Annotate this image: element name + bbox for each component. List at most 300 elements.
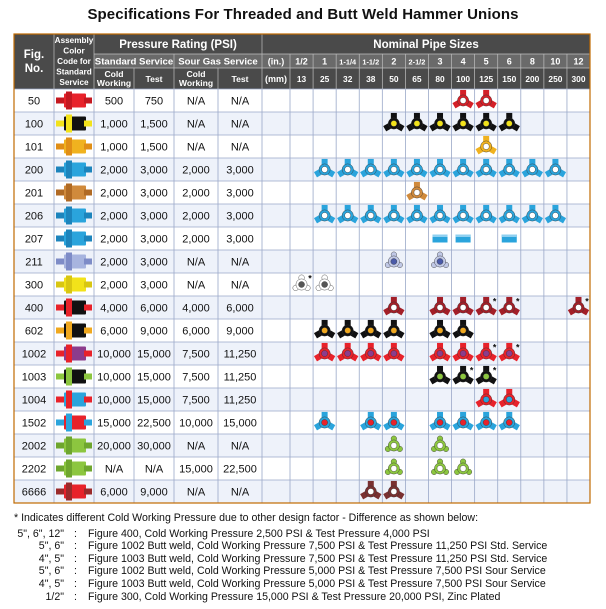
assembly-lug <box>66 115 72 133</box>
pressure-value: N/A <box>230 95 250 108</box>
assembly-pipe-right <box>84 282 92 288</box>
pressure-value: 30,000 <box>137 440 171 453</box>
union-bore <box>483 419 489 425</box>
page-title: Specifications For Threaded and Butt Weld Hammer Unions <box>87 6 519 23</box>
pressure-value: N/A <box>186 279 206 292</box>
size-in-label: 6 <box>506 56 512 67</box>
union-bore <box>483 396 489 402</box>
fig-number: 100 <box>24 118 44 131</box>
union-bore <box>483 304 489 310</box>
pressure-value: 2,000 <box>182 210 210 223</box>
union-bore <box>483 143 489 149</box>
size-in-label: 1 <box>322 56 328 67</box>
fig-number: 1002 <box>21 348 47 361</box>
size-mm-label: 38 <box>366 74 376 84</box>
fig-number: 2202 <box>21 463 47 476</box>
pressure-value: 2,000 <box>100 210 128 223</box>
union-size-icon <box>429 412 450 430</box>
union-bore <box>437 419 443 425</box>
assembly-pipe-right <box>84 213 92 219</box>
union-size-icon <box>499 412 520 430</box>
pressure-value: 2,000 <box>100 256 128 269</box>
fig-number: 602 <box>24 325 44 338</box>
size-mm-label: 150 <box>502 74 517 84</box>
union-bore <box>460 212 466 218</box>
nominal-pipe-sizes-header: Nominal Pipe Sizes <box>373 39 479 51</box>
pressure-value: 1,500 <box>140 141 168 154</box>
union-bore <box>368 212 374 218</box>
size-mm-label: 80 <box>435 74 445 84</box>
fig-number: 201 <box>24 187 44 200</box>
union-bore <box>414 212 420 218</box>
union-bore <box>460 304 466 310</box>
union-bore <box>575 304 581 310</box>
table-row <box>22 366 497 386</box>
pressure-value: 15,000 <box>137 394 171 407</box>
footnote-size: 5", 6" <box>38 540 64 553</box>
union-size-icon <box>360 412 381 430</box>
pressure-value: 2,000 <box>182 187 210 200</box>
size-mm-label: 100 <box>456 74 471 84</box>
pressure-value: 7,500 <box>182 394 210 407</box>
assembly-color-code <box>56 368 92 386</box>
test-header: Test <box>145 74 163 84</box>
union-bore <box>437 327 443 333</box>
assembly-pipe-right <box>84 328 92 334</box>
assembly-color-code <box>56 460 92 478</box>
assembly-lug <box>66 437 72 455</box>
footnotes <box>14 512 604 603</box>
assembly-color-code <box>56 322 92 340</box>
assembly-pipe-right <box>84 420 92 426</box>
union-bore <box>437 465 443 471</box>
footnote-colon: : <box>74 565 77 578</box>
union-bore <box>345 350 351 356</box>
in-subheader <box>262 54 590 68</box>
assembly-lug <box>66 138 72 156</box>
size-in-label: 1-1/4 <box>339 57 357 67</box>
table-row <box>25 274 334 294</box>
assembly-lug <box>66 184 72 202</box>
assembly-lug <box>66 253 72 271</box>
size-mm-label: 200 <box>525 74 540 84</box>
size-in-label: 12 <box>573 56 584 67</box>
union-bore <box>322 166 328 172</box>
union-bore <box>552 212 558 218</box>
union-bar-highlight <box>456 235 471 238</box>
pressure-value: N/A <box>104 463 124 476</box>
assembly-pipe-right <box>84 121 92 127</box>
union-size-icon <box>406 182 427 200</box>
fig-number: 200 <box>24 164 44 177</box>
cold-working-header: Working <box>96 78 132 88</box>
pressure-value: 9,000 <box>226 325 254 338</box>
union-bore <box>529 166 535 172</box>
assembly-pipe-right <box>84 259 92 265</box>
fig-number: 300 <box>24 279 44 292</box>
union-bore <box>460 465 466 471</box>
assembly-lug <box>66 276 72 294</box>
union-bore <box>391 304 397 310</box>
assembly-lug <box>66 483 72 501</box>
union-size-icon <box>360 320 381 338</box>
union-bore <box>483 212 489 218</box>
union-bore <box>483 97 489 103</box>
footnote-size: 1/2" <box>45 590 64 603</box>
pressure-value: 11,250 <box>223 348 257 361</box>
union-bore <box>506 212 512 218</box>
pressure-value: 3,000 <box>140 210 168 223</box>
union-bore <box>460 327 466 333</box>
assembly-pipe-right <box>84 466 92 472</box>
footnote-size: 5", 6", 12" <box>17 527 64 540</box>
union-bore <box>506 396 512 402</box>
pressure-value: 11,250 <box>223 394 257 407</box>
union-bore <box>322 419 328 425</box>
footnote-item <box>14 591 604 604</box>
union-bore <box>460 120 466 126</box>
union-bore <box>391 488 397 494</box>
footnote-item <box>14 540 604 553</box>
size-mm-label: 65 <box>412 74 422 84</box>
pressure-value: 22,500 <box>137 417 171 430</box>
union-bore <box>368 488 374 494</box>
pressure-value: 3,000 <box>226 187 254 200</box>
union-bore <box>437 442 443 448</box>
pressure-value: 1,500 <box>140 118 168 131</box>
pressure-value: 4,000 <box>100 302 128 315</box>
union-bore <box>391 212 397 218</box>
union-bore <box>299 281 305 287</box>
footnote-item <box>14 578 604 591</box>
table-row <box>22 412 520 432</box>
assembly-header: Service <box>59 78 89 87</box>
test-header: Test <box>231 74 249 84</box>
pressure-value: 15,000 <box>97 417 131 430</box>
union-bore <box>437 258 443 264</box>
footnote-text: Figure 300, Cold Working Pressure 15,000 PSI & Test Pressure 20,000 PSI, Zinc Plated <box>88 590 501 603</box>
union-bore <box>414 189 420 195</box>
asterisk-mark: * <box>516 342 520 353</box>
union-bore <box>506 419 512 425</box>
union-size-icon <box>452 412 473 430</box>
union-size-icon <box>429 366 450 384</box>
assembly-pipe-right <box>84 167 92 173</box>
asterisk-mark: * <box>492 365 497 376</box>
union-bore <box>506 120 512 126</box>
table-row <box>25 320 474 340</box>
union-bore <box>552 166 558 172</box>
pressure-value: N/A <box>230 279 250 292</box>
pressure-value: 2,000 <box>100 279 128 292</box>
footnote-item <box>14 565 604 578</box>
pressure-value: 2,000 <box>100 187 128 200</box>
union-size-icon <box>476 412 497 430</box>
pressure-value: 9,000 <box>140 486 168 499</box>
union-size-icon <box>337 320 358 338</box>
asterisk-mark: * <box>492 342 497 353</box>
union-bore <box>506 350 512 356</box>
footnote-header: * Indicates different Cold Working Pressure due to other design factor - Difference as shown below: <box>14 512 479 524</box>
assembly-color-code <box>56 92 92 110</box>
pressure-value: 6,000 <box>100 325 128 338</box>
union-bore <box>460 350 466 356</box>
union-size-icon <box>429 320 450 338</box>
union-size-icon <box>314 320 335 338</box>
assembly-lug <box>66 368 72 386</box>
footnote-text: Figure 1003 Butt weld, Cold Working Pressure 5,000 PSI & Test Pressure 7,500 PSI Sour Service <box>88 577 546 590</box>
assembly-pipe-right <box>84 190 92 196</box>
union-bore <box>483 166 489 172</box>
assembly-color-code <box>56 276 92 294</box>
pressure-value: N/A <box>144 463 164 476</box>
pressure-value: 3,000 <box>226 233 254 246</box>
pressure-value: N/A <box>230 118 250 131</box>
size-in-label: 2-1/2 <box>408 57 426 67</box>
pressure-value: 11,250 <box>223 371 257 384</box>
assembly-color-code <box>56 230 92 248</box>
assembly-lug <box>66 414 72 432</box>
pressure-value: 10,000 <box>179 417 213 430</box>
pressure-value: 3,000 <box>140 279 168 292</box>
union-bore <box>391 350 397 356</box>
pressure-value: 3,000 <box>140 164 168 177</box>
union-bore <box>391 120 397 126</box>
assembly-pipe-right <box>84 305 92 311</box>
pressure-value: N/A <box>186 141 206 154</box>
union-bore <box>368 419 374 425</box>
fig-number: 50 <box>27 95 41 108</box>
union-size-icon <box>385 459 402 475</box>
pressure-value: 10,000 <box>97 348 131 361</box>
assembly-pipe-right <box>84 374 92 380</box>
assembly-pipe-right <box>84 351 92 357</box>
union-bore <box>391 442 397 448</box>
table-row <box>25 182 428 202</box>
footnote-item <box>14 528 604 541</box>
union-bore <box>483 120 489 126</box>
footnote-colon: : <box>74 590 77 603</box>
pressure-value: 9,000 <box>140 325 168 338</box>
pressure-value: 10,000 <box>97 371 131 384</box>
fig-header: No. <box>24 63 44 75</box>
footnote-text: Figure 1002 Butt weld, Cold Working Pressure 7,500 PSI & Test Pressure 11,250 PSI Std. Service <box>88 540 548 553</box>
assembly-lug <box>66 345 72 363</box>
pressure-value: N/A <box>230 486 250 499</box>
size-in-label: 5 <box>483 56 489 67</box>
assembly-header: Assembly <box>54 36 94 45</box>
pressure-value: 15,000 <box>137 348 171 361</box>
assembly-pipe-right <box>84 489 92 495</box>
union-bore <box>391 166 397 172</box>
fig-header: Fig. <box>23 49 45 61</box>
union-bore <box>437 350 443 356</box>
table-row <box>25 230 517 248</box>
pressure-value: N/A <box>230 440 250 453</box>
assembly-lug <box>66 460 72 478</box>
fig-number: 207 <box>24 233 44 246</box>
size-in-label: 4 <box>460 56 466 67</box>
union-bore <box>322 327 328 333</box>
union-bore <box>345 212 351 218</box>
pressure-value: 500 <box>104 95 124 108</box>
union-bore <box>391 465 397 471</box>
union-bore <box>345 166 351 172</box>
union-bore <box>414 166 420 172</box>
footnote-text: Figure 1003 Butt weld, Cold Working Pressure 7,500 PSI & Test Pressure 11,250 PSI Std. Service <box>88 552 548 565</box>
union-size-icon <box>314 412 335 430</box>
fig-number: 1502 <box>21 417 47 430</box>
fig-number: 6666 <box>21 486 47 499</box>
assembly-color-code <box>56 138 92 156</box>
union-bore <box>460 97 466 103</box>
cold-working-header: Cold <box>104 69 124 79</box>
fig-number: 400 <box>24 302 44 315</box>
pressure-value: 15,000 <box>137 371 171 384</box>
size-mm-label: 50 <box>389 74 399 84</box>
union-bore <box>460 373 466 379</box>
footnote-colon: : <box>74 552 77 565</box>
pressure-value: 2,000 <box>182 233 210 246</box>
union-bore <box>437 373 443 379</box>
size-in-label: 10 <box>550 56 561 67</box>
union-bore <box>322 281 328 287</box>
footnote-item <box>14 553 604 566</box>
size-in-label: 3 <box>437 56 443 67</box>
asterisk-mark: * <box>516 296 520 307</box>
mm-label: (mm) <box>265 74 287 84</box>
pressure-value: 2,000 <box>182 164 210 177</box>
pressure-value: 2,000 <box>100 233 128 246</box>
cold-working-header: Working <box>178 78 214 88</box>
union-bore <box>437 212 443 218</box>
assembly-lug <box>66 299 72 317</box>
union-bore <box>529 212 535 218</box>
pressure-value: N/A <box>230 141 250 154</box>
pressure-value: 1,000 <box>100 118 128 131</box>
union-size-icon <box>452 90 473 108</box>
pressure-value: 3,000 <box>226 164 254 177</box>
union-size-icon <box>456 235 471 243</box>
pressure-value: 10,000 <box>97 394 131 407</box>
footnote-colon: : <box>74 527 77 540</box>
union-size-icon <box>383 320 404 338</box>
assembly-pipe-right <box>84 144 92 150</box>
mm-subheader <box>262 68 590 89</box>
assembly-lug <box>66 391 72 409</box>
pressure-value: N/A <box>186 486 206 499</box>
size-mm-label: 13 <box>296 74 307 84</box>
size-in-label: 1/2 <box>295 56 308 67</box>
pressure-value: 15,000 <box>223 417 257 430</box>
footnote-list <box>14 528 604 604</box>
union-bore <box>460 166 466 172</box>
pressure-value: N/A <box>230 256 250 269</box>
cold-working-header: Cold <box>186 69 206 79</box>
size-mm-label: 125 <box>479 74 494 84</box>
union-bore <box>437 120 443 126</box>
fig-number: 1004 <box>21 394 47 407</box>
assembly-pipe-right <box>84 98 92 104</box>
footnote-colon: : <box>74 540 77 553</box>
union-size-icon <box>454 459 471 475</box>
pressure-value: 6,000 <box>100 486 128 499</box>
union-bore <box>368 166 374 172</box>
pressure-value: 7,500 <box>182 371 210 384</box>
union-bore <box>391 419 397 425</box>
pressure-value: 15,000 <box>179 463 213 476</box>
union-bore <box>506 304 512 310</box>
assembly-lug <box>66 207 72 225</box>
assembly-header: Color <box>63 46 85 56</box>
asterisk-mark: * <box>492 296 497 307</box>
pressure-value: 20,000 <box>97 440 131 453</box>
union-bore <box>483 373 489 379</box>
assembly-lug <box>66 322 72 340</box>
size-in-label: 8 <box>529 56 535 67</box>
assembly-color-code <box>56 414 92 432</box>
pressure-value: N/A <box>186 440 206 453</box>
assembly-header: Standard <box>56 67 92 77</box>
union-size-icon <box>476 90 497 108</box>
footnote-colon: : <box>74 577 77 590</box>
union-bore <box>368 327 374 333</box>
assembly-pipe-right <box>84 397 92 403</box>
pressure-value: 7,500 <box>182 348 210 361</box>
size-mm-label: 300 <box>571 74 586 84</box>
pressure-value: 6,000 <box>226 302 254 315</box>
union-size-icon <box>476 136 497 154</box>
asterisk-mark: * <box>469 365 474 376</box>
size-mm-label: 25 <box>319 74 330 84</box>
sour-gas-header: Sour Gas Service <box>178 56 258 68</box>
pressure-value: N/A <box>186 95 206 108</box>
asterisk-mark: * <box>585 296 589 307</box>
pressure-value: 3,000 <box>140 233 168 246</box>
fig-number: 211 <box>25 256 43 269</box>
size-mm-label: 250 <box>548 74 563 84</box>
union-bore <box>483 350 489 356</box>
assembly-pipe-right <box>84 443 92 449</box>
union-bore <box>414 120 420 126</box>
union-bore <box>506 166 512 172</box>
table-row <box>22 459 472 478</box>
union-bore <box>460 419 466 425</box>
pressure-value: N/A <box>186 256 206 269</box>
footnote-size: 4", 5" <box>38 577 64 590</box>
standard-service-header: Standard Service <box>94 56 174 68</box>
in-label: (in.) <box>267 56 285 67</box>
pressure-value: 3,000 <box>226 210 254 223</box>
assembly-header: Code for <box>57 57 91 66</box>
fig-number: 2002 <box>21 440 47 453</box>
footnote-size: 4", 5" <box>38 552 64 565</box>
pressure-value: 1,000 <box>100 141 128 154</box>
pressure-rating-header: Pressure Rating (PSI) <box>119 39 237 51</box>
assembly-lug <box>66 161 72 179</box>
footnote-text: Figure 1002 Butt weld, Cold Working Pressure 5,000 PSI & Test Pressure 7,500 PSI Sour Service <box>88 565 546 578</box>
union-bar-highlight <box>433 235 448 238</box>
pressure-value: 3,000 <box>140 256 168 269</box>
fig-number: 101 <box>24 141 44 154</box>
pressure-value: 6,000 <box>182 325 210 338</box>
union-bore <box>322 212 328 218</box>
assembly-lug <box>66 92 72 110</box>
union-bore <box>391 327 397 333</box>
union-bar-highlight <box>502 235 517 238</box>
union-bore <box>437 166 443 172</box>
union-size-icon <box>433 235 448 243</box>
